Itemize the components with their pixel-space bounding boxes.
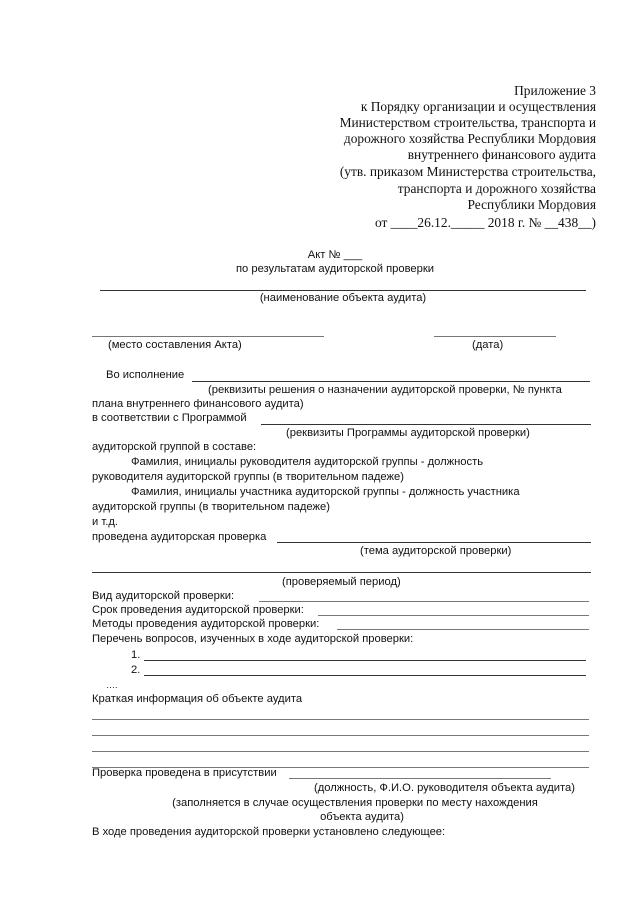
questions-label: Перечень вопросов, изученных в ходе аудиторской проверки: — [92, 633, 414, 645]
execution-field[interactable] — [192, 381, 590, 382]
approved-line-2: транспорта и дорожного хозяйства — [397, 181, 596, 196]
established-text: В ходе проведения аудиторской проверки установлено следующее: — [92, 826, 446, 838]
brief-info-field-1[interactable] — [92, 719, 589, 720]
fill-note-1: (заполняется в случае осуществления проверки по месту нахождения — [172, 797, 538, 809]
object-name-caption: (наименование объекта аудита) — [259, 292, 427, 304]
date-number-line: от ____26.12._____ 2018 г. № __438__) — [374, 215, 596, 230]
leader-line-2: руководителя аудиторской группы (в творительном падеже) — [92, 471, 404, 483]
approved-line-3: Республики Мордовия — [467, 197, 596, 212]
type-field[interactable] — [259, 601, 589, 602]
appendix-line: Приложение 3 — [514, 83, 596, 98]
fill-note-2: объекта аудита) — [320, 811, 404, 823]
conducted-label: проведена аудиторская проверка — [92, 531, 267, 543]
type-label: Вид аудиторской проверки: — [92, 590, 235, 602]
topic-field[interactable] — [277, 542, 591, 543]
place-caption: (место составления Акта) — [108, 339, 242, 351]
presence-field[interactable] — [289, 778, 551, 779]
place-field[interactable] — [92, 336, 324, 337]
group-label: аудиторской группой в составе: — [92, 441, 257, 453]
term-field[interactable] — [318, 615, 589, 616]
member-line-1: Фамилия, инициалы участника аудиторской группы - должность участника — [131, 486, 520, 498]
program-caption: (реквизиты Программы аудиторской проверки) — [286, 427, 530, 439]
program-field[interactable] — [261, 424, 591, 425]
brief-info-label: Краткая информация об объекте аудита — [92, 693, 303, 705]
question-1-field[interactable] — [144, 660, 586, 661]
question-1-number: 1. — [131, 649, 141, 661]
approved-line: (утв. приказом Министерства строительства, — [339, 164, 596, 179]
member-line-2: аудиторской группы (в творительном падеже) — [92, 501, 330, 513]
topic-caption: (тема аудиторской проверки) — [360, 545, 512, 557]
execution-label: Во исполнение — [106, 369, 185, 381]
order-line: к Порядку организации и осуществления — [360, 99, 596, 114]
date-caption: (дата) — [472, 339, 504, 351]
presence-caption: (должность, Ф.И.О. руководителя объекта аудита) — [314, 782, 575, 794]
act-subtitle: по результатам аудиторской проверки — [235, 263, 435, 275]
program-label: в соответствии с Программой — [92, 412, 247, 424]
ministry-line: Министерством строительства, транспорта и — [339, 115, 596, 130]
period-field[interactable] — [92, 572, 591, 573]
brief-info-field-3[interactable] — [92, 751, 589, 752]
methods-field[interactable] — [337, 629, 589, 630]
etc-text: и т.д. — [92, 516, 118, 528]
presence-label: Проверка проведена в присутствии — [92, 767, 277, 779]
brief-info-field-2[interactable] — [92, 735, 589, 736]
object-name-field[interactable] — [100, 290, 586, 291]
ellipsis-text: …. — [106, 680, 118, 690]
act-number: Акт № ___ — [307, 249, 363, 261]
ministry-line-2: дорожного хозяйства Республики Мордовия — [343, 131, 596, 146]
execution-caption-2: плана внутреннего финансового аудита) — [92, 398, 304, 410]
term-label: Срок проведения аудиторской проверки: — [92, 604, 304, 616]
methods-label: Методы проведения аудиторской проверки: — [92, 618, 320, 630]
date-field[interactable] — [434, 336, 556, 337]
leader-line-1: Фамилия, инициалы руководителя аудиторской группы - должность — [131, 456, 484, 468]
period-caption: (проверяемый период) — [282, 576, 401, 588]
question-2-number: 2. — [131, 664, 141, 676]
audit-line: внутреннего финансового аудита — [407, 147, 596, 162]
question-2-field[interactable] — [144, 675, 586, 676]
execution-caption-1: (реквизиты решения о назначении аудиторской проверки, № пункта — [208, 384, 562, 396]
